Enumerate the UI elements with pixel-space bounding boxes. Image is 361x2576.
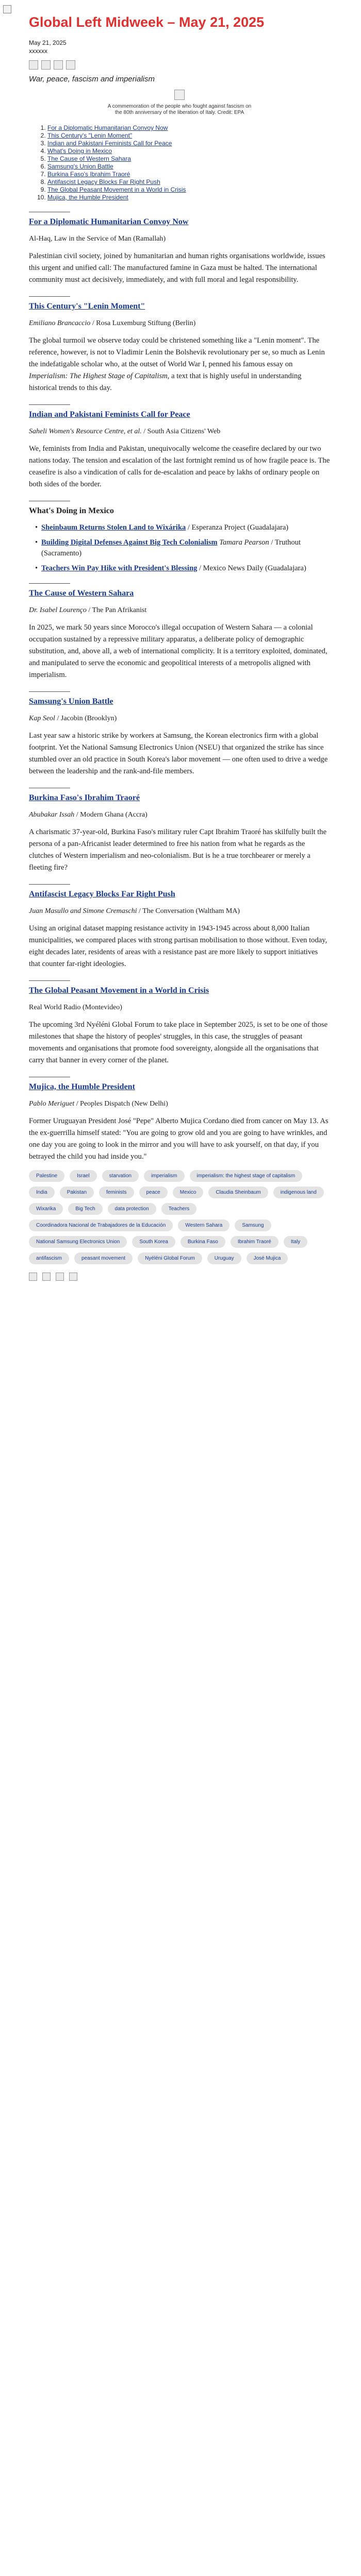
article-title-link[interactable]: Burkina Faso's Ibrahim Traoré — [29, 793, 140, 802]
toc-link[interactable]: The Cause of Western Sahara — [47, 155, 131, 162]
issue-date: May 21, 2025 — [29, 39, 67, 46]
article-title-link[interactable]: Antifascist Legacy Blocks Far Right Push — [29, 890, 175, 899]
article-author: Emiliano Brancaccio — [29, 319, 91, 327]
toc-item — [47, 163, 330, 171]
article-byline — [29, 1002, 330, 1013]
tag-chip[interactable]: peasant movement — [74, 1252, 133, 1264]
toc-link[interactable]: The Global Peasant Movement in a World in Crisis — [47, 186, 186, 193]
mexico-item-source: / Esperanza Project (Guadalajara) — [186, 523, 289, 532]
facebook-icon[interactable] — [29, 1273, 37, 1281]
email-share-icon[interactable] — [54, 60, 63, 70]
table-of-contents — [47, 124, 330, 201]
tag-chip[interactable]: Pakistan — [60, 1187, 94, 1198]
section-divider — [29, 583, 70, 584]
issue-tagline: War, peace, fascism and imperialism — [29, 75, 155, 83]
article-byline — [29, 1098, 330, 1109]
article-title-link[interactable]: Indian and Pakistani Feminists Call for Peace — [29, 410, 190, 419]
article-summary: We, feminists from India and Pakistan, unequivocally welcome the ceasefire declared by our two nations today. The tension and escalation of the last fortnight remind us of how fragile peace is. The ceasefire is also a vindication of calls for de-escalation and peace by lakhs of ordinary people on both sides of the border. — [29, 445, 330, 488]
article-summary: Former Uruguayan President José "Pepe" Alberto Mujica Cordano died from cancer on May 13. As the ex-guerrilla himself stated: "You are going to grow old and you are going to have wrinkles, and one day you are going to look in the mirror and you will have to ask yourself, on that day, if you betrayed the child you had inside you." — [29, 1117, 329, 1161]
toc-item — [47, 140, 330, 147]
mexico-section-title: What's Doing in Mexico — [29, 506, 114, 515]
toc-link[interactable]: This Century's "Lenin Moment" — [47, 132, 133, 139]
article-source: / South Asia Citizens' Web — [141, 428, 221, 435]
toc-item — [47, 124, 330, 132]
article-source: / The Conversation (Waltham MA) — [137, 907, 240, 915]
toc-link[interactable]: Antifascist Legacy Blocks Far Right Push — [47, 178, 160, 185]
article-byline — [29, 426, 330, 437]
email-share-icon[interactable] — [56, 1273, 64, 1281]
page-title: Global Left Midweek – May 21, 2025 — [29, 14, 265, 30]
toc-item — [47, 155, 330, 163]
tag-chip[interactable]: José Mujica — [247, 1252, 288, 1264]
tag-chip[interactable]: starvation — [102, 1170, 139, 1182]
article-author: Saheli Women's Resource Centre, et al. — [29, 428, 142, 435]
tag-chip[interactable]: peace — [139, 1187, 168, 1198]
article-byline — [29, 233, 330, 244]
toc-link[interactable]: Indian and Pakistani Feminists Call for Peace — [47, 140, 172, 147]
article-title-link[interactable]: This Century's "Lenin Moment" — [29, 302, 145, 311]
mexico-link-list — [29, 522, 330, 574]
article-source: / Rosa Luxemburg Stiftung (Berlin) — [90, 319, 196, 327]
hero-figure — [29, 90, 330, 116]
mexico-item-link[interactable]: Sheinbaum Returns Stolen Land to Wixárika — [41, 523, 186, 532]
article-summary: The upcoming 3rd Nyéléni Global Forum to take place in September 2025, is set to be one of those milestones that shape the history of peoples' struggles, in this case, the struggles of peasant movements and organisations that promote food sovereignty, alongside all the organisations that carry that banner in every corner of the planet. — [29, 1021, 328, 1064]
mexico-item-source: / Mexico News Daily (Guadalajara) — [197, 564, 306, 572]
share-icon[interactable] — [66, 60, 75, 70]
tag-chip[interactable]: Uruguay — [207, 1252, 241, 1264]
tag-cloud — [29, 1170, 330, 1264]
article-title-link[interactable]: The Global Peasant Movement in a World in Crisis — [29, 986, 209, 995]
share-icon[interactable] — [69, 1273, 77, 1281]
mexico-list-item — [29, 537, 330, 559]
article-summary: Last year saw a historic strike by workers at Samsung, the Korean electronics firm with a global footprint. Yet the National Samsung Electronics Union (NSEU) that organized the strike has since stumbled over an old practice in South Korea's labor movement — one often used to drive a wedge between the leadership and the rank-and-file members. — [29, 732, 328, 775]
section-divider — [29, 980, 70, 981]
tag-chip[interactable]: Western Sahara — [178, 1219, 229, 1231]
section-divider — [29, 404, 70, 405]
article-byline — [29, 318, 330, 329]
header-logo-icon — [3, 5, 11, 13]
toc-link[interactable]: What's Doing in Mexico — [47, 147, 112, 155]
tag-chip[interactable]: Italy — [284, 1236, 307, 1248]
toc-item — [47, 171, 330, 178]
article-source: / Modern Ghana (Accra) — [74, 811, 147, 819]
tag-chip[interactable]: Palestine — [29, 1170, 64, 1182]
article-byline — [29, 906, 330, 917]
tag-chip[interactable]: Wixarika — [29, 1203, 63, 1215]
tag-chip[interactable]: Israel — [70, 1170, 96, 1182]
article-summary — [29, 335, 330, 394]
article-summary: Palestinian civil society, joined by humanitarian and human rights organisations worldwide, issues this urgent and unified call: The manufactured famine in Gaza must be halted. The international community must act decisively, immediately, and with full moral and legal responsibility. — [29, 252, 325, 284]
toc-link[interactable]: Burkina Faso's Ibrahim Traoré — [47, 171, 130, 178]
tag-chip[interactable]: Mexico — [173, 1187, 204, 1198]
tag-chip[interactable]: imperialism: the highest stage of capitalism — [190, 1170, 303, 1182]
article-summary: A charismatic 37-year-old, Burkina Faso's military ruler Capt Ibrahim Traoré has skilfully built the persona of a pan-Africanist leader determined to free his nation from what he regards as the clutches of Western imperialism and neo-colonialism. But is he a true torchbearer or merely a fleeting fire? — [29, 828, 327, 872]
article-byline — [29, 605, 330, 616]
toc-link[interactable]: Samsung's Union Battle — [47, 163, 113, 170]
tag-chip[interactable]: Claudia Sheinbaum — [208, 1187, 268, 1198]
social-links — [29, 60, 330, 70]
toc-item — [47, 186, 330, 194]
mexico-item-link[interactable]: Teachers Win Pay Hike with President's Blessing — [41, 564, 198, 572]
section-divider — [29, 884, 70, 885]
tag-chip[interactable]: India — [29, 1187, 55, 1198]
toc-item — [47, 147, 330, 155]
newsletter-body — [29, 0, 330, 1299]
article-source: Al-Haq, Law in the Service of Man (Ramallah) — [29, 235, 166, 243]
section-divider — [29, 691, 70, 692]
toc-link[interactable]: Mujica, the Humble President — [47, 194, 128, 201]
article-author: Juan Masullo and Simone Cremaschi — [29, 907, 137, 915]
article-summary-part: , a text that is highly useful in understanding historical trends to this day. — [29, 372, 302, 392]
footer-social-links — [29, 1273, 330, 1281]
tag-chip[interactable]: Nyéléni Global Forum — [138, 1252, 202, 1264]
article-byline — [29, 809, 330, 820]
mexico-item-source: / Truthout (Sacramento) — [41, 538, 301, 557]
tag-chip[interactable]: data protection — [108, 1203, 156, 1215]
hero-caption: A commemoration of the people who fought against fascism on the 80th anniversary of the liberation of Italy. Credit: EPA — [107, 104, 252, 115]
twitter-icon[interactable] — [41, 60, 51, 70]
toc-item — [47, 194, 330, 201]
tag-chip[interactable]: Teachers — [161, 1203, 197, 1215]
toc-item — [47, 178, 330, 186]
mexico-item-link[interactable]: Building Digital Defenses Against Big Tech Colonialism — [41, 538, 218, 547]
cited-work-title: Imperialism: The Highest Stage of Capitalism — [29, 372, 168, 380]
facebook-icon[interactable] — [29, 60, 38, 70]
article-source: / The Pan Afrikanist — [86, 606, 147, 614]
toc-link[interactable]: For a Diplomatic Humanitarian Convoy Now — [47, 124, 168, 131]
mexico-item-author: Tamara Pearson — [219, 538, 269, 547]
article-source: / Jacobin (Brooklyn) — [55, 715, 117, 722]
toc-item — [47, 132, 330, 140]
tag-chip[interactable]: antifascism — [29, 1252, 69, 1264]
tag-chip[interactable]: Coordinadora Nacional de Trabajadores de la Educación — [29, 1219, 173, 1231]
mexico-list-item — [29, 522, 330, 533]
article-author: Dr. Isabel Lourenço — [29, 606, 87, 614]
twitter-icon[interactable] — [42, 1273, 51, 1281]
article-author: Pablo Meriguet — [29, 1100, 75, 1108]
mexico-list-item — [29, 563, 330, 574]
article-source: / Peoples Dispatch (New Delhi) — [74, 1100, 168, 1108]
tag-chip[interactable]: feminists — [99, 1187, 134, 1198]
issue-code: xxxxxx — [29, 47, 47, 55]
article-title-link[interactable]: For a Diplomatic Humanitarian Convoy Now — [29, 217, 189, 226]
article-author: Abubakar Issah — [29, 811, 75, 819]
article-summary-part: The global turmoil we observe today could be christened something like a "Lenin moment". The reference, however, is not to Vladimir Lenin the Bolshevik revolutionary per se, so much as Lenin the indefatigable scholar who, at the outset of World War I, penned his famous essay on — [29, 336, 325, 368]
hero-image-icon — [174, 90, 185, 100]
article-byline — [29, 713, 330, 724]
tag-chip[interactable]: Ibrahim Traoré — [231, 1236, 278, 1248]
article-title-link[interactable]: Mujica, the Humble President — [29, 1082, 135, 1091]
tag-chip[interactable]: Big Tech — [68, 1203, 102, 1215]
tag-chip[interactable]: National Samsung Electronics Union — [29, 1236, 127, 1248]
section-divider — [29, 296, 70, 297]
article-author: Kap Seol — [29, 715, 55, 722]
article-summary: Using an original dataset mapping resistance activity in 1943-1945 across about 8,000 Italian municipalities, we compared places with strong partisan mobilisation to those without. Even today, eight decades later, residents of areas with a resistance past are more likely to support initiatives that counter far-right ideologies. — [29, 924, 327, 968]
tag-chip[interactable]: South Korea — [132, 1236, 175, 1248]
tag-chip[interactable]: Samsung — [235, 1219, 271, 1231]
article-title-link[interactable]: Samsung's Union Battle — [29, 697, 113, 706]
tag-chip[interactable]: imperialism — [144, 1170, 185, 1182]
article-summary: In 2025, we mark 50 years since Morocco's illegal occupation of Western Sahara — a colonial occupation sustained by a repressive military apparatus, a deliberate policy of demographic substitution, and, above all, a web of international complicity. It is a territory exploited, dominated, and manipulated to serve the economic and geopolitical interests of a metropolis aligned with imperialism. — [29, 623, 327, 679]
article-title-link[interactable]: The Cause of Western Sahara — [29, 589, 134, 598]
tag-chip[interactable]: indigenous land — [273, 1187, 324, 1198]
tag-chip[interactable]: Burkina Faso — [180, 1236, 225, 1248]
article-source: Real World Radio (Montevideo) — [29, 1004, 122, 1011]
